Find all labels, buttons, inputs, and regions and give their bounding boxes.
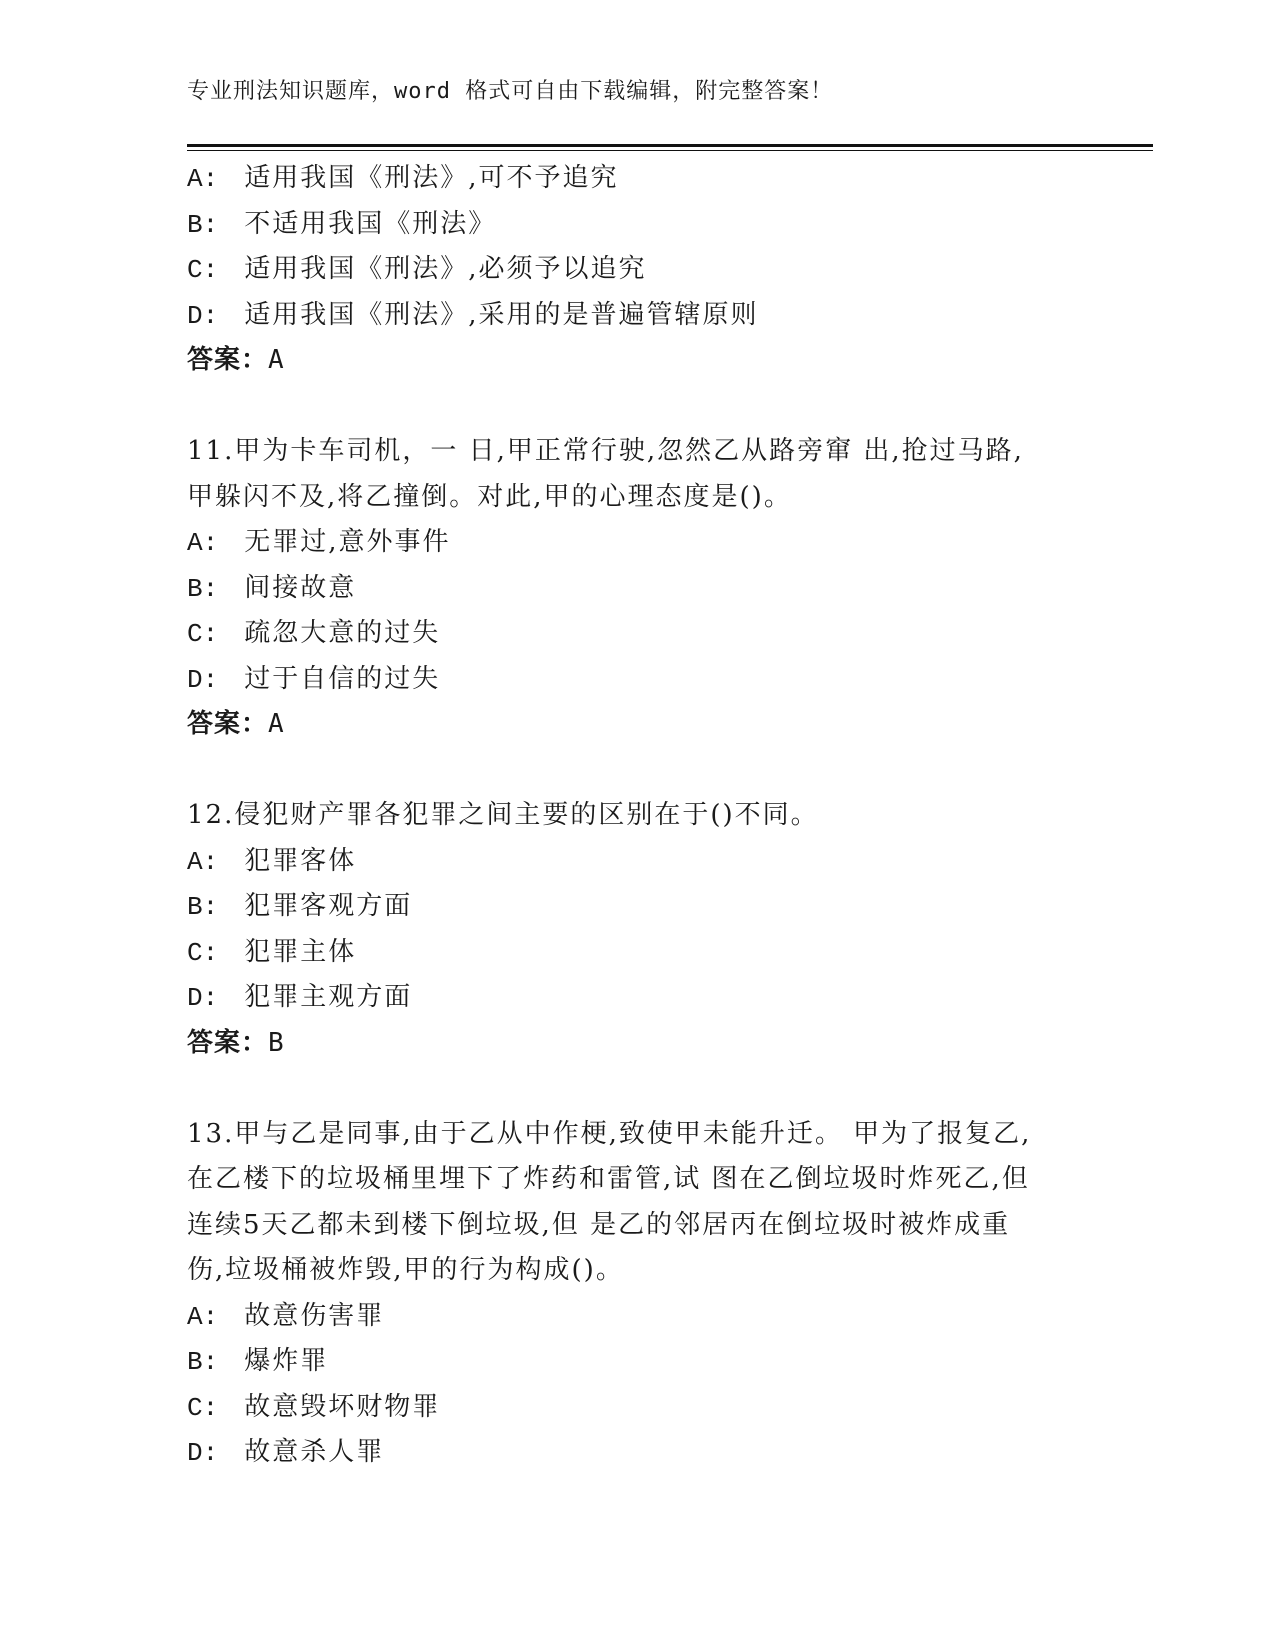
question-stem: 12.侵犯财产罪各犯罪之间主要的区别在于()不同。 [187, 800, 819, 830]
option-text: 故意伤害罪 [244, 1300, 385, 1331]
option-b [187, 202, 1087, 248]
question-stem: 连续5天乙都未到楼下倒垃圾,但 是乙的邻居丙在倒垃圾时被炸成重 [187, 1209, 1011, 1240]
answer-label: 答案： [187, 709, 269, 739]
question-content [187, 156, 1087, 1476]
spacer [187, 1066, 1087, 1112]
option-c [187, 930, 1087, 976]
answer [187, 702, 1087, 748]
option-b [187, 566, 1087, 612]
question-stem: 在乙楼下的垃圾桶里埋下了炸药和雷管,试 图在乙倒垃圾时炸死乙,但 [187, 1164, 1030, 1194]
answer-value: A [268, 709, 286, 739]
option-text: 疏忽大意的过失 [244, 618, 441, 648]
option-letter: C: [187, 255, 219, 285]
option-text: 适用我国《刑法》,可不予追究 [244, 163, 619, 193]
option-letter: D: [187, 1438, 219, 1468]
question-13 [187, 1112, 1087, 1476]
answer [187, 338, 1087, 384]
option-d [187, 1430, 1087, 1476]
question-stem: 13.甲与乙是同事,由于乙从中作梗,致使甲未能升迁。 甲为了报复乙, [187, 1118, 1032, 1149]
option-letter: C: [187, 937, 219, 968]
header-rule-thin [187, 150, 1153, 151]
answer-value: A [268, 345, 286, 375]
option-letter: B: [187, 573, 219, 604]
option-letter: D: [187, 983, 219, 1013]
option-text: 无罪过,意外事件 [244, 527, 451, 557]
option-text: 爆炸罪 [244, 1346, 329, 1376]
option-c [187, 1385, 1087, 1431]
option-letter: A: [187, 846, 219, 877]
question-11 [187, 429, 1087, 748]
option-text: 适用我国《刑法》,必须予以追究 [244, 254, 647, 284]
option-a [187, 1294, 1087, 1340]
option-text: 犯罪主体 [244, 936, 357, 967]
option-c [187, 611, 1087, 657]
option-d [187, 657, 1087, 703]
option-a [187, 156, 1087, 202]
option-a [187, 839, 1087, 885]
answer [187, 1021, 1087, 1067]
option-text: 适用我国《刑法》,采用的是普遍管辖原则 [244, 299, 759, 330]
answer-label: 答案： [187, 1027, 269, 1058]
option-text: 故意毁坏财物罪 [244, 1391, 441, 1422]
option-text: 犯罪主观方面 [244, 982, 413, 1012]
option-text: 犯罪客观方面 [244, 891, 413, 921]
option-letter: A: [187, 1301, 219, 1332]
option-b [187, 884, 1087, 930]
option-b [187, 1339, 1087, 1385]
option-c [187, 247, 1087, 293]
question-12 [187, 793, 1087, 1066]
answer-label: 答案： [187, 345, 269, 375]
option-letter: A: [187, 164, 219, 194]
option-letter: A: [187, 528, 219, 558]
spacer [187, 748, 1087, 794]
option-text: 故意杀人罪 [244, 1437, 385, 1467]
question-stem: 伤,垃圾桶被炸毁,甲的行为构成()。 [187, 1255, 624, 1285]
spacer [187, 384, 1087, 430]
option-letter: C: [187, 619, 219, 649]
question-stem: 甲躲闪不及,将乙撞倒。对此,甲的心理态度是()。 [187, 481, 792, 512]
option-text: 犯罪客体 [244, 845, 357, 876]
option-text: 不适用我国《刑法》 [244, 208, 497, 239]
option-d [187, 293, 1087, 339]
option-letter: B: [187, 892, 219, 922]
option-letter: B: [187, 209, 219, 240]
question-10 [187, 156, 1087, 384]
option-text: 过于自信的过失 [244, 663, 441, 694]
option-letter: D: [187, 664, 219, 695]
option-d [187, 975, 1087, 1021]
option-letter: B: [187, 1347, 219, 1377]
question-stem: 11.甲为卡车司机，一 日,甲正常行驶,忽然乙从路旁窜 出,抢过马路, [187, 436, 1024, 466]
option-a [187, 520, 1087, 566]
page-header: 专业刑法知识题库，word 格式可自由下载编辑，附完整答案！ [187, 79, 834, 104]
answer-value: B [268, 1027, 286, 1058]
option-letter: D: [187, 300, 219, 331]
header-rule-thick [187, 144, 1153, 147]
option-text: 间接故意 [244, 572, 357, 603]
option-letter: C: [187, 1392, 219, 1423]
